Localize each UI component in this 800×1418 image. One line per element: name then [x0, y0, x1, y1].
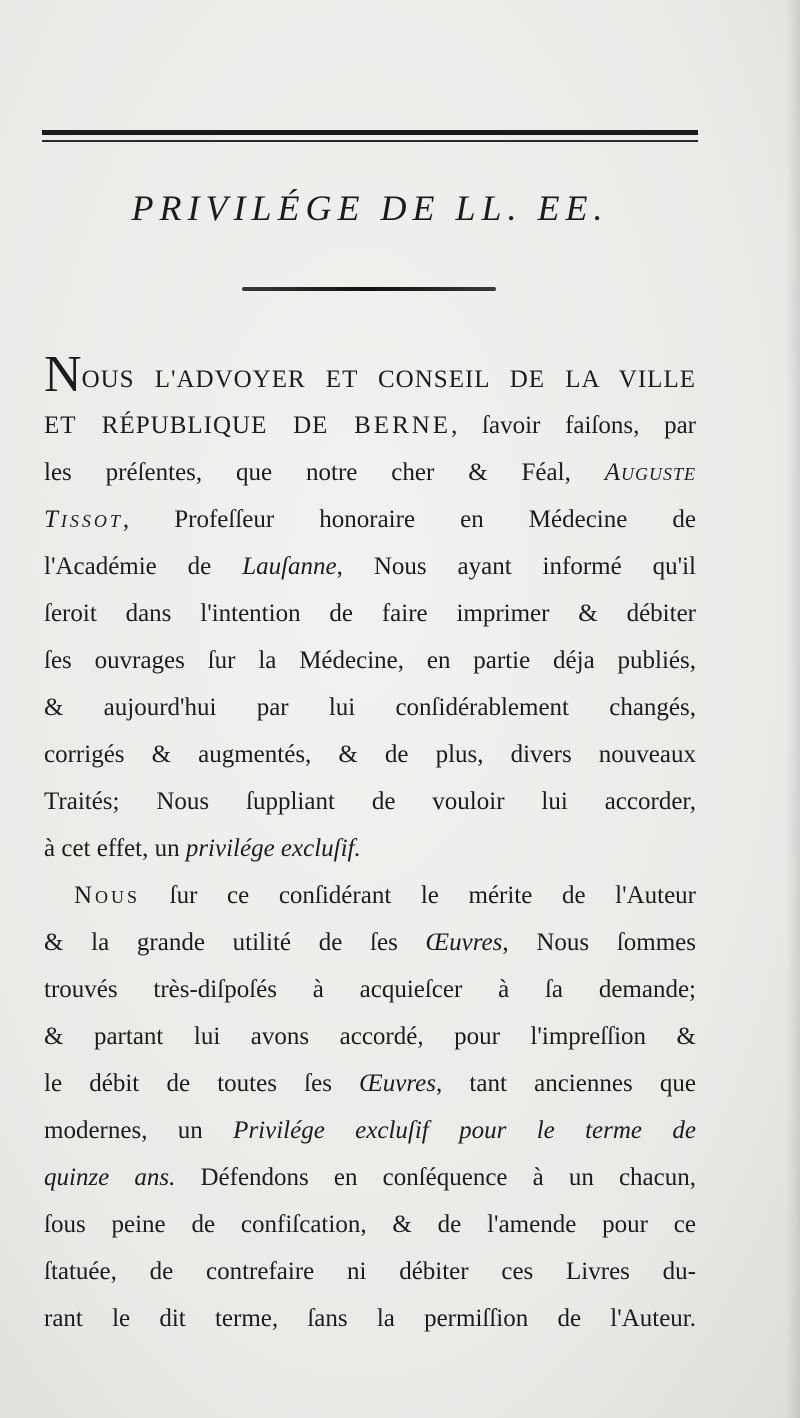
text-span: Privilége excluſif pour le terme de: [233, 1117, 696, 1144]
top-rule-thin: [42, 140, 698, 142]
text-span: Tissot: [44, 506, 123, 533]
text-line: ſous peine de confiſcation, & de l'amende pour ce: [44, 1211, 696, 1238]
text-line: [44, 496, 696, 543]
text-span: , Nous ſommes: [502, 929, 696, 956]
text-line: [44, 1107, 696, 1154]
text-span: Lauſanne: [242, 553, 337, 580]
text-line: [44, 1060, 696, 1107]
text-span: Auguste: [604, 459, 696, 486]
text-line: ſtatuée, de contrefaire ni débiter ces Livres du-: [44, 1258, 696, 1285]
page-edge-shadow: [786, 0, 800, 1418]
text-line: & partant lui avons accordé, pour l'impreſſion &: [44, 1023, 696, 1050]
text-line: trouvés très-diſpoſés à acquieſcer à ſa demande;: [44, 976, 696, 1003]
text-line: [44, 449, 696, 496]
text-span: Nous: [74, 882, 141, 909]
text-line: [44, 825, 696, 872]
text-span: le débit de toutes ſes: [44, 1070, 360, 1097]
text-line: [44, 543, 696, 590]
top-rule: [42, 130, 698, 135]
text-line: Traités; Nous ſuppliant de vouloir lui accorder,: [44, 788, 696, 815]
text-span: , ſavoir faiſons, par: [451, 412, 696, 439]
text-span: les préſentes, que notre cher & Féal,: [44, 459, 605, 486]
text-span: Œuvres: [425, 929, 503, 956]
text-span: Œuvres: [359, 1070, 436, 1097]
text-line: ſes ouvrages ſur la Médecine, en partie déja publiés,: [44, 647, 696, 674]
text-span: modernes, un: [44, 1117, 234, 1144]
text-line: [44, 872, 696, 919]
text-span: à cet effet, un: [44, 835, 186, 862]
text-line: [44, 346, 696, 403]
drop-cap: N: [44, 346, 82, 403]
text-line: corrigés & augmentés, & de plus, divers nouveaux: [44, 741, 696, 768]
body-text: [44, 346, 697, 1342]
text-line: & aujourd'hui par lui conſidérablement changés,: [44, 694, 696, 721]
text-span: quinze ans.: [44, 1164, 176, 1191]
text-span: BERNE: [354, 412, 452, 439]
text-span: ſur ce conſidérant le mérite de l'Auteur: [140, 882, 696, 909]
text-span: l'Académie de: [44, 553, 243, 580]
text-span: Défendons en conſéquence à un chacun,: [175, 1164, 697, 1191]
text-line: [44, 1154, 696, 1201]
text-line: [44, 402, 696, 449]
text-span: OUS L'ADVOYER ET CONSEIL DE LA VILLE: [81, 366, 696, 393]
text-line: [44, 919, 696, 966]
text-span: , tant anciennes que: [435, 1070, 696, 1097]
text-span: & la grande utilité de ſes: [44, 929, 426, 956]
title-divider: [242, 287, 496, 291]
page-title: PRIVILÉGE DE LL. EE.: [131, 188, 609, 228]
text-line: rant le dit terme, ſans la permiſſion de l'Auteur.: [44, 1305, 696, 1332]
text-line: ſeroit dans l'intention de faire imprimer & débiter: [44, 600, 696, 627]
text-span: ET RÉPUBLIQUE DE: [44, 412, 355, 439]
text-span: , Nous ayant informé qu'il: [336, 553, 696, 580]
text-span: , Profeſſeur honoraire en Médecine de: [122, 506, 696, 533]
text-span: privilége excluſif.: [185, 835, 361, 862]
